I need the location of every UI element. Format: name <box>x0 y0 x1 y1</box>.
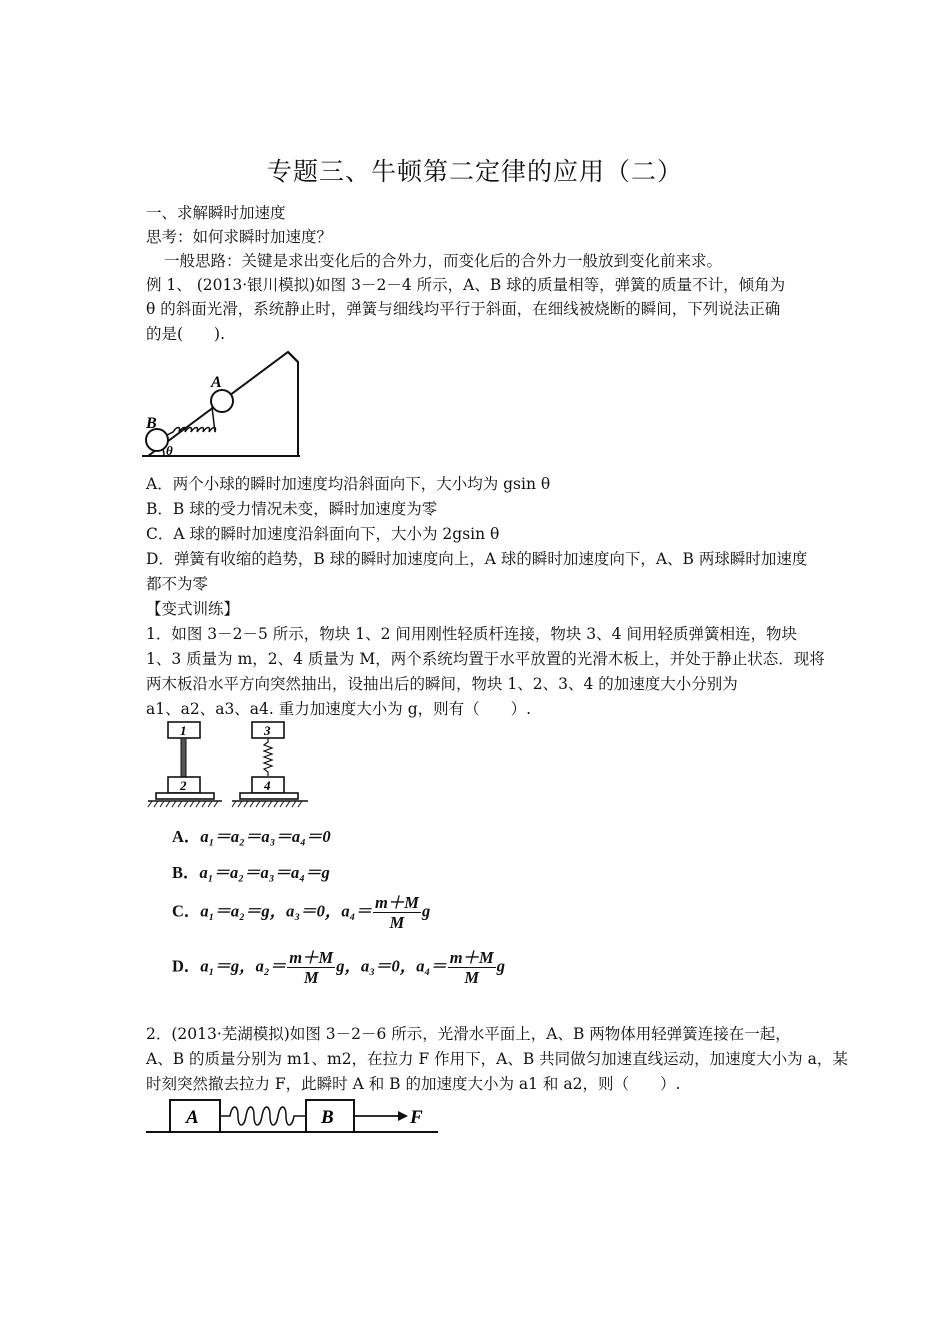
ball-b <box>146 429 168 451</box>
general-approach: 一般思路：关键是求出变化后的合外力，而变化后的合外力一般放到变化前来求。 <box>164 252 723 270</box>
q1-option-c: C．a₁＝a₂＝g，a₃＝0，a₄＝ $\frac{m+M}{M}$ g <box>172 893 431 932</box>
fraction: $\frac{m+M}{M}$ <box>289 948 334 987</box>
example1-line1: 例 1、 (2013·银川模拟)如图 3－2－4 所示，A、B 球的质量相等，弹簧的质量不计，倾角为 <box>146 276 786 294</box>
incline-figure <box>140 344 310 462</box>
q2-line2: A、B 的质量分别为 m1、m2，在拉力 F 作用下，A、B 共同做匀加速直线运动，加速度大小为 a，某 <box>146 1050 848 1068</box>
q1-option-b: B．a₁＝a₂＝a₃＝a₄＝g <box>172 863 330 882</box>
ball-a <box>211 390 233 412</box>
example1-option-b: B．B 球的受力情况未变，瞬时加速度为零 <box>146 500 438 518</box>
ab-spring-figure <box>146 1096 442 1138</box>
block-4-label: 4 <box>264 778 271 793</box>
fraction: $\frac{m+M}{M}$ <box>449 948 494 987</box>
block-b-label: B <box>321 1107 334 1128</box>
example1-option-d-line2: 都不为零 <box>146 575 209 593</box>
block-1-label: 1 <box>180 723 187 738</box>
page-title: 专题三、牛顿第二定律的应用（二） <box>266 157 683 186</box>
example1-option-c: C．A 球的瞬时加速度沿斜面向下，大小为 2gsin θ <box>146 525 500 543</box>
example1-line3: 的是( ). <box>146 325 226 343</box>
q1-line4: a1、a2、a3、a4. 重力加速度大小为 g，则有（ ）. <box>146 700 532 718</box>
q1-line1: 1．如图 3－2－5 所示，物块 1、2 间用刚性轻质杆连接，物块 3、4 间用轻质弹簧相连，物块 <box>146 625 797 643</box>
variant-heading: 【变式训练】 <box>146 600 240 618</box>
force-f-label: F <box>410 1107 423 1128</box>
section-heading: 一、求解瞬时加速度 <box>146 204 286 222</box>
q1-option-d: D．a₁＝g，a₂＝ $\frac{m+M}{M}$ g，a₃＝0，a₄＝ $\frac{m+M}{M}$ g <box>172 948 505 987</box>
block-2-label: 2 <box>180 778 187 793</box>
example1-option-d-line1: D．弹簧有收缩的趋势，B 球的瞬时加速度向上，A 球的瞬时加速度向下，A、B 两球瞬时加速度 <box>146 550 808 568</box>
q2-line1: 2．(2013·芜湖模拟)如图 3－2－6 所示，光滑水平面上，A、B 两物体用轻弹簧连接在一起， <box>146 1025 791 1043</box>
think-question: 思考：如何求瞬时加速度？ <box>146 228 333 246</box>
label-theta: θ <box>166 443 173 458</box>
example1-option-a: A．两个小球的瞬时加速度均沿斜面向下，大小均为 gsin θ <box>146 475 551 493</box>
q1-option-a: A．a₁＝a₂＝a₃＝a₄＝0 <box>172 827 331 846</box>
example1-line2: θ 的斜面光滑，系统静止时，弹簧与细线均平行于斜面，在细线被烧断的瞬间，下列说法正确 <box>146 300 781 318</box>
blocks-figure <box>146 719 316 811</box>
label-b: B <box>146 415 157 432</box>
q1-line2: 1、3 质量为 m，2、4 质量为 M，两个系统均置于水平放置的光滑木板上，并处于静止状态．现将 <box>146 650 825 668</box>
q1-line3: 两木板沿水平方向突然抽出，设抽出后的瞬间，物块 1、2、3、4 的加速度大小分别为 <box>146 675 738 693</box>
label-a: A <box>211 374 222 391</box>
block-3-label: 3 <box>264 723 271 738</box>
block-a-label: A <box>186 1107 199 1128</box>
fraction: $\frac{m+M}{M}$ <box>374 893 419 932</box>
q2-line3: 时刻突然撤去拉力 F，此瞬时 A 和 B 的加速度大小为 a1 和 a2，则（ ）. <box>146 1075 681 1093</box>
